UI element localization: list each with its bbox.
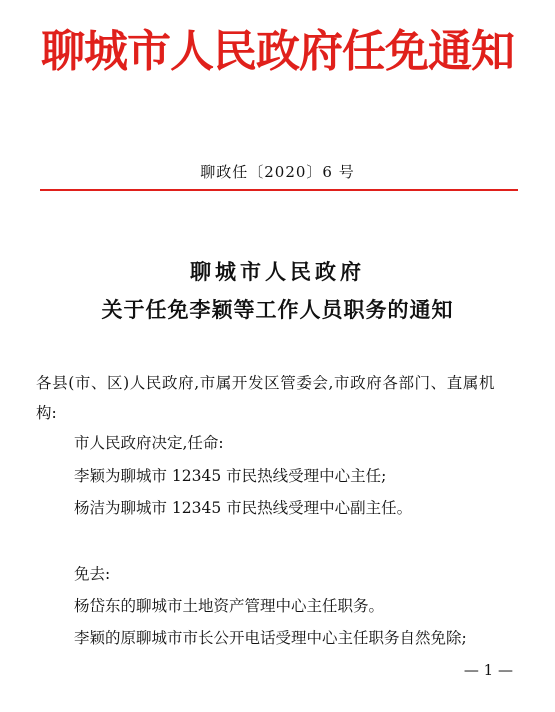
page-number: — 1 — xyxy=(463,661,513,679)
red-header-title: 聊城市人民政府任免通知 xyxy=(41,26,514,77)
document-title-line-1: 聊城市人民政府 xyxy=(190,259,365,284)
document-title-line-2: 关于任免李颖等工作人员职务的通知 xyxy=(101,297,454,322)
addressee-line: 各县(市、区)人民政府,市属开发区管委会,市政府各部门、直属机 xyxy=(36,374,496,392)
document-number: 聊政任〔2020〕6 号 xyxy=(200,163,355,181)
page-number-footer xyxy=(0,660,555,680)
body-paragraph: 李颖为聊城市 12345 市民热线受理中心主任; xyxy=(74,467,387,485)
body-paragraph: 李颖的原聊城市市长公开电话受理中心主任职务自然免除; xyxy=(74,629,467,647)
addressee-line-continued: 构: xyxy=(36,404,57,422)
body-paragraph: 市人民政府决定,任命: xyxy=(74,434,224,452)
red-divider-rule xyxy=(40,189,518,191)
body-paragraph: 免去: xyxy=(74,565,111,583)
body-paragraph: 杨洁为聊城市 12345 市民热线受理中心副主任。 xyxy=(74,499,413,517)
body-paragraph: 杨岱东的聊城市土地资产管理中心主任职务。 xyxy=(74,597,385,615)
